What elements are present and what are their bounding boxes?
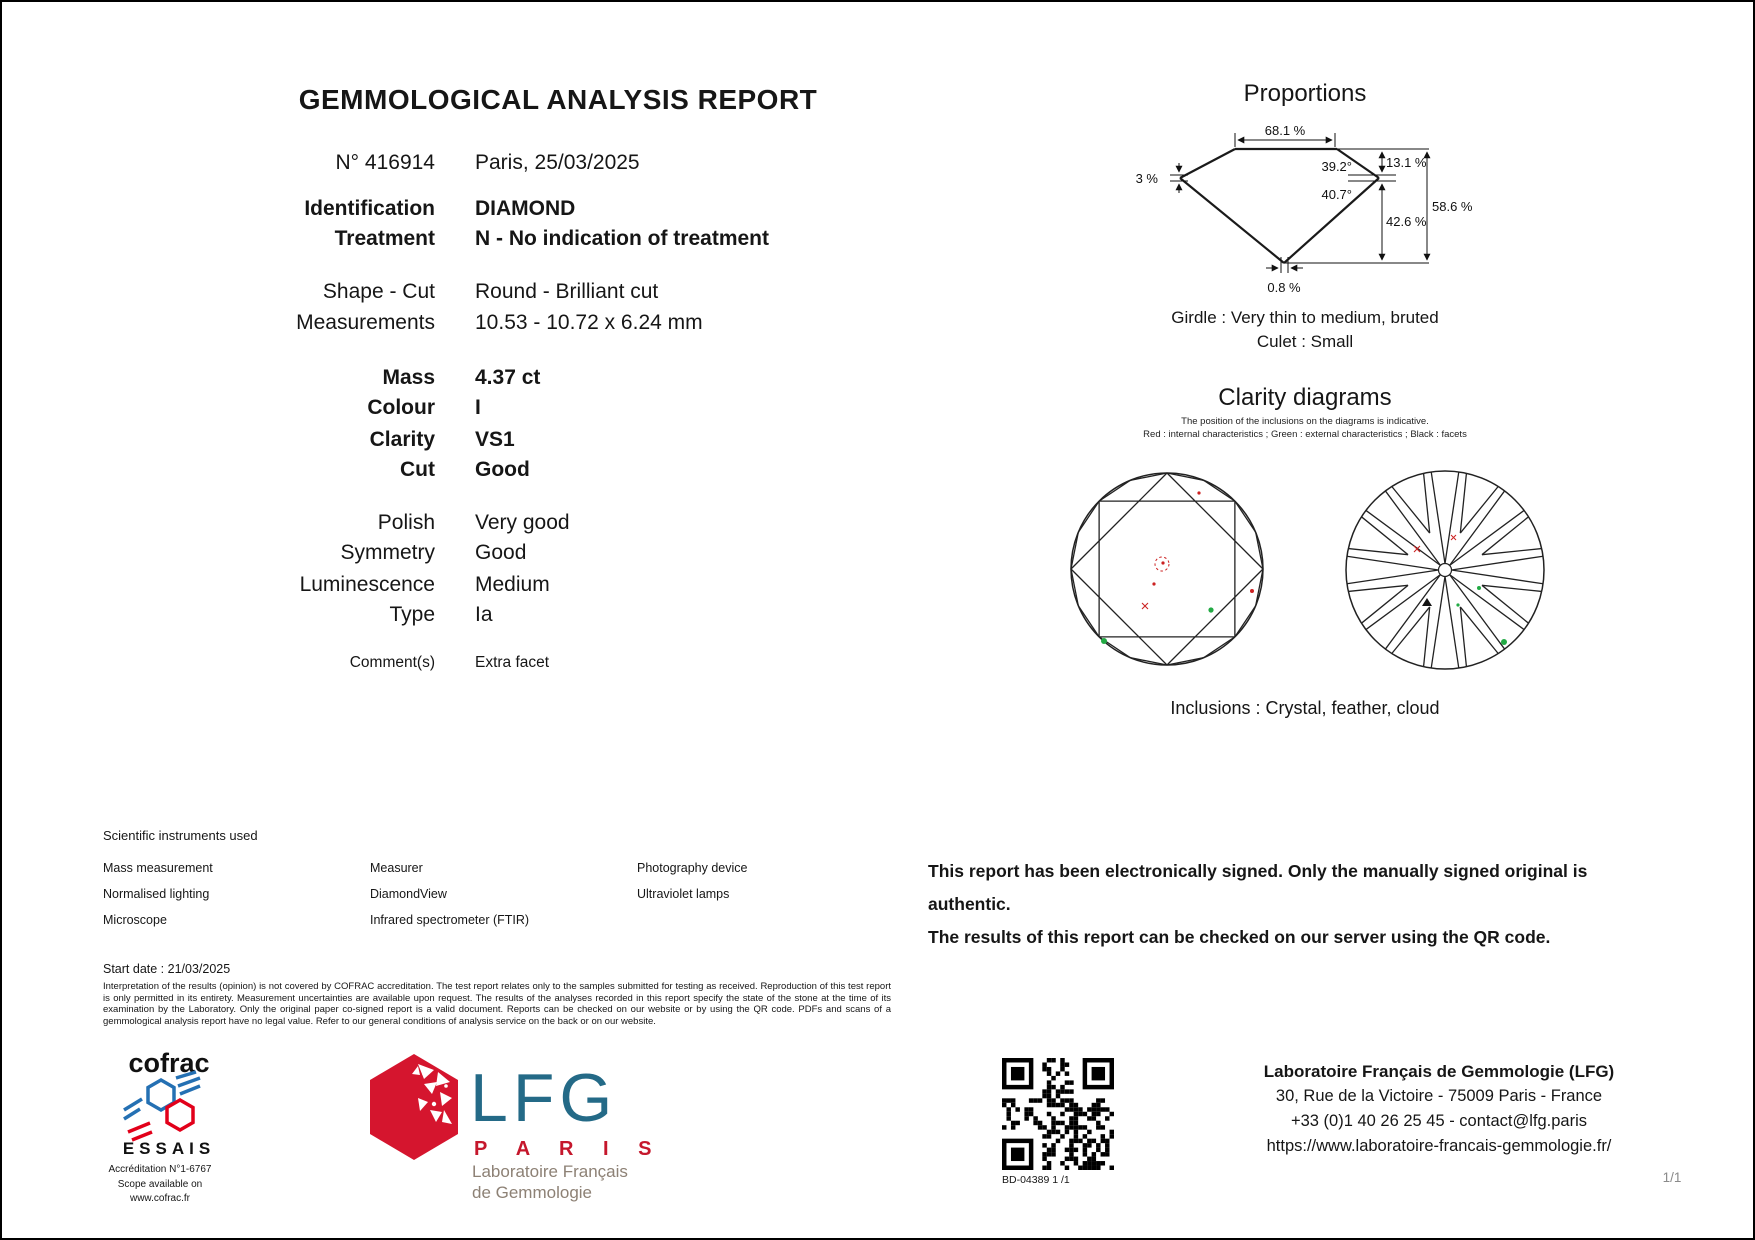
signature-statement	[928, 855, 1673, 954]
feather-inclusion-mark	[1451, 535, 1456, 540]
field-label: Colour	[367, 396, 435, 419]
field-label: Polish	[377, 511, 435, 534]
field-label: Cut	[400, 458, 435, 481]
pavilion-depth-percent-label: 42.6 %	[1386, 214, 1427, 229]
pavilion-angle-label: 40.7°	[1321, 187, 1352, 202]
instrument-item: Mass measurement	[103, 861, 213, 875]
instrument-item: Measurer	[370, 861, 423, 875]
field-value: 4.37 ct	[475, 366, 541, 389]
instrument-item: Microscope	[103, 913, 167, 927]
culet-percent-label: 0.8 %	[1267, 280, 1301, 295]
start-date: Start date : 21/03/2025	[103, 962, 231, 976]
field-row-measurements	[2, 311, 962, 337]
clarity-diagram-pavilion-view	[1340, 465, 1550, 675]
external-mark	[1477, 586, 1481, 590]
cofrac-scope-line-2: www.cofrac.fr	[129, 1193, 190, 1204]
cofrac-hexagon-red	[128, 1100, 193, 1140]
girdle-outline	[1346, 471, 1544, 669]
field-label: Identification	[304, 197, 435, 220]
crown-height-percent-label: 13.1 %	[1386, 155, 1427, 170]
lfg-wordmark: LFG	[470, 1060, 618, 1136]
field-row-number	[2, 151, 962, 177]
field-label: Clarity	[369, 428, 435, 451]
field-row-mass	[2, 366, 962, 392]
field-value: Medium	[475, 573, 550, 596]
field-label: N° 416914	[335, 151, 435, 174]
cofrac-essais-label: ESSAIS	[122, 1139, 216, 1158]
clarity-note-2: Red : internal characteristics ; Green : external characteristics ; Black : facets	[1143, 429, 1467, 440]
instrument-item: Infrared spectrometer (FTIR)	[370, 913, 530, 927]
cofrac-logo	[114, 1048, 224, 1160]
lfg-hexagon-logo	[366, 1052, 462, 1162]
page-title: GEMMOLOGICAL ANALYSIS REPORT	[298, 84, 818, 115]
field-row-colour	[2, 396, 962, 422]
field-value: VS1	[475, 428, 515, 451]
field-row-luminescence	[2, 573, 962, 599]
field-row-cut	[2, 458, 962, 484]
culet-description: Culet : Small	[1256, 332, 1354, 351]
field-row-type	[2, 603, 962, 629]
extra-facet-mark	[1422, 598, 1432, 606]
clarity-note-1: The position of the inclusions on the diagrams is indicative.	[1181, 416, 1429, 427]
crystal-inclusion-mark	[1250, 589, 1254, 593]
external-mark	[1208, 607, 1213, 612]
field-label: Comment(s)	[349, 654, 435, 671]
field-value: Ia	[475, 603, 493, 626]
signature-line-2: The results of this report can be checked on our server using the QR code.	[928, 927, 1551, 947]
laboratory-info	[1229, 1059, 1649, 1159]
crystal-inclusion-mark	[1197, 491, 1200, 494]
crystal-inclusion-mark	[1161, 561, 1164, 564]
girdle-percent-label: 3 %	[1135, 171, 1158, 186]
laboratory-phone: +33 (0)1 40 26 25 45 - contact@lfg.paris	[1290, 1112, 1588, 1130]
field-label: Measurements	[296, 311, 435, 334]
lfg-subtitle-2: de Gemmologie	[472, 1183, 593, 1202]
laboratory-website: https://www.laboratoire-francais-gemmologie.fr/	[1266, 1137, 1612, 1155]
field-value: N - No indication of treatment	[475, 227, 769, 250]
field-label: Treatment	[334, 227, 435, 250]
legal-disclaimer: Interpretation of the results (opinion) is not covered by COFRAC accreditation. The test report relates only to the samples submitted for testing as received. Reproduction of this test report is only permitted in its entirety. Measurement uncertainties are available upon request. The results of the analyses recorded in this report specify the state of the stone at the time of its examination by the Laboratory. Only the original paper co-signed report is a valid document. Reports can be checked on our website or by using the QR code. PDFs and scans of a gemmological analysis report have no legal value. Refer to our general conditions of analysis service on the back or on our website.	[103, 981, 891, 1027]
crystal-inclusion-mark	[1152, 582, 1155, 585]
field-label: Symmetry	[340, 541, 435, 564]
culet-outline	[1439, 564, 1452, 577]
clarity-diagram-crown-view	[1062, 464, 1272, 674]
field-value: Extra facet	[475, 654, 550, 671]
pavilion-facet-lines	[1347, 472, 1543, 668]
field-value: DIAMOND	[475, 197, 576, 220]
external-mark	[1456, 603, 1459, 606]
laboratory-address: 30, Rue de la Victoire - 75009 Paris - France	[1275, 1087, 1603, 1105]
field-label: Type	[389, 603, 435, 626]
field-row-treatment	[2, 227, 962, 253]
lfg-hexagon	[370, 1054, 458, 1160]
field-label: Shape - Cut	[322, 280, 435, 303]
proportions-heading: Proportions	[1243, 80, 1367, 107]
instrument-item: DiamondView	[370, 887, 447, 901]
qr-code	[1002, 1058, 1114, 1170]
field-value: Good	[475, 541, 527, 564]
field-value: 10.53 - 10.72 x 6.24 mm	[475, 311, 703, 334]
field-label: Mass	[382, 366, 435, 389]
external-mark	[1101, 638, 1107, 644]
field-value: Very good	[475, 511, 570, 534]
instrument-item: Ultraviolet lamps	[637, 887, 730, 901]
field-row-symmetry	[2, 541, 962, 567]
instruments-heading: Scientific instruments used	[103, 828, 258, 843]
signature-line-1: This report has been electronically signed. Only the manually signed original is authentic.	[928, 861, 1588, 914]
feather-inclusion-mark	[1142, 603, 1148, 609]
field-label: Luminescence	[299, 573, 435, 596]
proportions-diagram	[1102, 115, 1502, 315]
instrument-item: Photography device	[637, 861, 748, 875]
lfg-city-label: P A R I S	[474, 1138, 664, 1160]
field-row-polish	[2, 511, 962, 537]
cofrac-accreditation: Accréditation N°1-6767	[108, 1164, 212, 1175]
instrument-item: Normalised lighting	[103, 887, 210, 901]
external-mark	[1501, 639, 1507, 645]
table-percent-label: 68.1 %	[1264, 123, 1306, 138]
field-row-comments	[2, 654, 962, 680]
qr-code-label: BD-04389 1 /1	[1002, 1174, 1070, 1186]
field-row-identification	[2, 197, 962, 223]
cofrac-scope-line-1: Scope available on	[117, 1179, 203, 1190]
field-value: I	[475, 396, 481, 419]
dimension-lines	[1170, 133, 1429, 273]
clarity-heading: Clarity diagrams	[1218, 384, 1392, 411]
total-depth-percent-label: 58.6 %	[1432, 199, 1473, 214]
field-value: Paris, 25/03/2025	[475, 151, 640, 174]
field-row-clarity	[2, 428, 962, 454]
field-row-shape-cut	[2, 280, 962, 306]
field-value: Good	[475, 458, 530, 481]
cofrac-wordmark: cofrac	[128, 1048, 210, 1078]
laboratory-name: Laboratoire Français de Gemmologie (LFG)	[1263, 1062, 1615, 1081]
inclusions-summary: Inclusions : Crystal, feather, cloud	[1170, 698, 1440, 718]
field-value: Round - Brilliant cut	[475, 280, 659, 303]
crown-angle-label: 39.2°	[1321, 159, 1352, 174]
page-number: 1/1	[1662, 1170, 1682, 1185]
lfg-subtitle-1: Laboratoire Français	[472, 1162, 628, 1181]
girdle-description: Girdle : Very thin to medium, bruted	[1171, 308, 1439, 327]
